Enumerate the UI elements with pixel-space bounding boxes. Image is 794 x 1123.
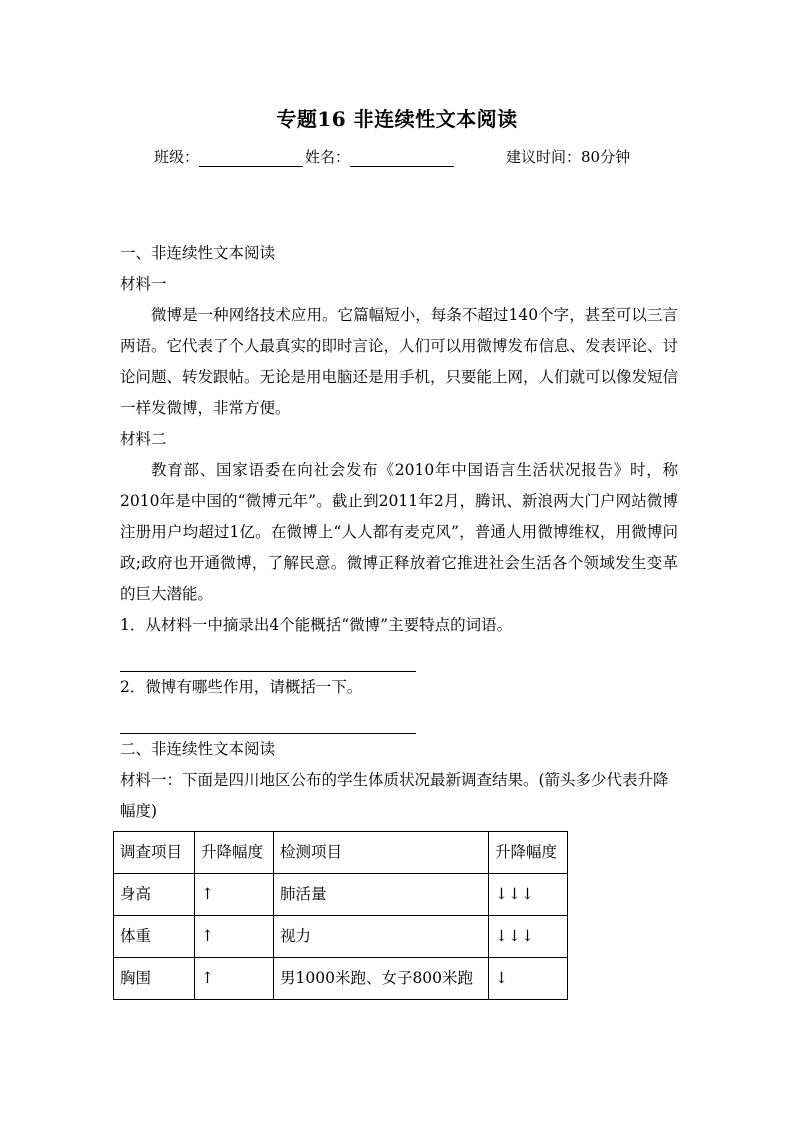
table-header-cell: 调查项目	[114, 832, 195, 874]
answer-line-2[interactable]	[120, 703, 416, 734]
table-cell: ↓	[489, 958, 568, 1000]
student-info-line	[154, 146, 631, 167]
table-cell: ↑	[195, 916, 274, 958]
table-row	[114, 958, 568, 1000]
table-cell: 肺活量	[274, 874, 489, 916]
class-label: 班级：	[154, 148, 200, 166]
table-row	[114, 874, 568, 916]
name-blank[interactable]	[350, 152, 454, 167]
table-cell: 男1000米跑、女子800米跑	[274, 958, 489, 1000]
section2-heading: 二、非连续性文本阅读	[120, 740, 276, 758]
table-row	[114, 916, 568, 958]
question-2: 2．微博有哪些作用，请概括一下。	[120, 678, 363, 696]
table-header-cell: 升降幅度	[195, 832, 274, 874]
material1-text: 微博是一种网络技术应用。它篇幅短小，每条不超过140个字，甚至可以三言两语。它代表了个人最真实的即时言论，人们可以用微博发布信息、发表评论、讨论问题、转发跟帖。无论是用电脑还是用手机，只要能上网，人们就可以像发短信一样发微博，非常方便。	[120, 306, 679, 417]
section2-material1-text: 材料一：下面是四川地区公布的学生体质状况最新调查结果。(箭头多少代表升降幅度)	[120, 771, 669, 820]
document-title: 专题16 非连续性文本阅读	[276, 107, 518, 131]
fitness-survey-table	[113, 831, 568, 1000]
table-cell: 体重	[114, 916, 195, 958]
table-cell: ↑	[195, 958, 274, 1000]
material1-label: 材料一	[120, 275, 167, 293]
table-cell: 视力	[274, 916, 489, 958]
material2-text: 教育部、国家语委在向社会发布《2010年中国语言生活状况报告》时，称2010年是中国的“微博元年”。截止到2011年2月，腾讯、新浪两大门户网站微博注册用户均超过1亿。在微博上“人人都有麦克风”，普通人用微博维权，用微博问政;政府也开通微博，了解民意。微博正释放着它推进社会生活各个领域发生变革的巨大潜能。	[120, 461, 678, 603]
table-header-row	[114, 832, 568, 874]
table-cell: 身高	[114, 874, 195, 916]
section1-heading: 一、非连续性文本阅读	[120, 244, 276, 262]
material2-label: 材料二	[120, 430, 167, 448]
table-cell: ↑	[195, 874, 274, 916]
answer-line-1[interactable]	[120, 641, 416, 672]
table-cell: ↓↓↓	[489, 916, 568, 958]
suggested-time: 建议时间：80分钟	[506, 148, 631, 166]
question-1: 1．从材料一中摘录出4个能概括“微博”主要特点的词语。	[120, 616, 513, 634]
table-header-cell: 检测项目	[274, 832, 489, 874]
table-cell: 胸围	[114, 958, 195, 1000]
table-header-cell: 升降幅度	[489, 832, 568, 874]
name-label: 姓名：	[305, 148, 351, 166]
document-body	[120, 238, 678, 1000]
table-cell: ↓↓↓	[489, 874, 568, 916]
class-blank[interactable]	[199, 152, 303, 167]
